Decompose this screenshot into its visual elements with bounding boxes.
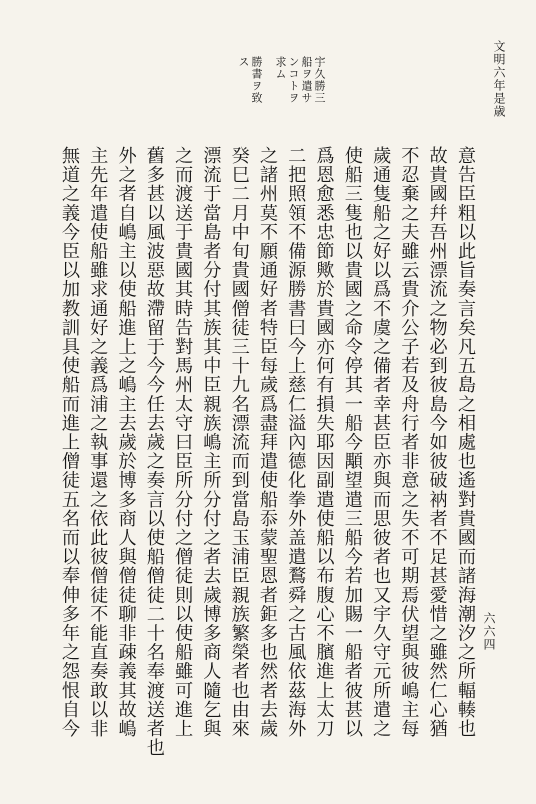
text-column: 故貴國幷吾州漂流之物必到彼島今如彼破衲者不足甚愛惜之雖然仁心猶 [426,146,448,739]
text-column: 使船三隻也以貴國之命令停其一船今顒望遣三船今若加賜一船者彼甚以 [341,146,363,739]
text-column: 之諸州莫不願通好者特臣每歲爲盡拜遣使船忝蒙聖恩者鉅多也然者去歲 [256,146,278,739]
marginal-note-line: 求ム [274,56,287,80]
running-title: 文明六年是歳 [492,40,506,118]
text-column: 外之者自嶋主以使船進上之嶋主去歲於博多商人與僧徒聊非疎義其故嶋 [115,146,137,739]
text-column: 二把照領不備源勝書曰今上慈仁溢內德化拳外盖遣鶩舜之古風依茲海外 [285,146,307,739]
text-column: 歲通隻船之好以爲不虞之備者幸甚臣亦與而思彼者也又宇久守元所遣之 [370,146,392,739]
text-column: 不忍棄之夫雖云貴介公子若及舟行者非意之失不可期焉伏望與彼嶋主每 [398,146,420,739]
text-column: 之而渡送于貴國其時告對馬州太守曰臣所分付之僧徒則以使船雖可進上 [172,146,194,739]
marginal-note-line: 宇久勝三 [313,56,326,104]
marginal-note-katsu [238,56,262,104]
marginal-note-line: 船ヲ遣サ [300,56,313,104]
marginal-note-uku [275,56,325,104]
page-number: 六六四 [482,612,496,651]
text-column: 無道之義今臣以加教訓具使船而進上僧徒五名而以奉伸多年之怨恨自今 [59,146,80,739]
text-column: 主先年遣使船雖求通好之義爲浦之執事還之依此彼僧徒不能直奏敢以非 [87,146,109,739]
marginal-note-line: 勝書ヲ致 [250,56,263,104]
marginal-note-line: ンコトヲ [287,56,300,104]
text-column: 癸巳二月中旬貴國僧徒三十九名漂流而到當島玉浦臣親族繁榮者也由來 [228,146,250,739]
text-column: 舊多甚以風波惡故滯留于今今任去歲之奏言以使船僧徒二十名奉渡送者也 [143,146,165,758]
body-text [54,146,474,758]
marginal-note-line: ス [237,56,250,68]
text-column: 爲恩愈悉忠節歟於貴國亦何有損失耶因副遣使船以布腹心不臏進上太刀 [313,146,335,739]
text-column: 漂流于當島者分付其族其中臣親族嶋主所分付之者去歲博多商人隨乞與 [200,146,222,739]
text-column: 意告臣粗以此旨奏言矣凡五島之相處也遙對貴國而諸海潮汐之所輻輳也 [454,146,476,739]
